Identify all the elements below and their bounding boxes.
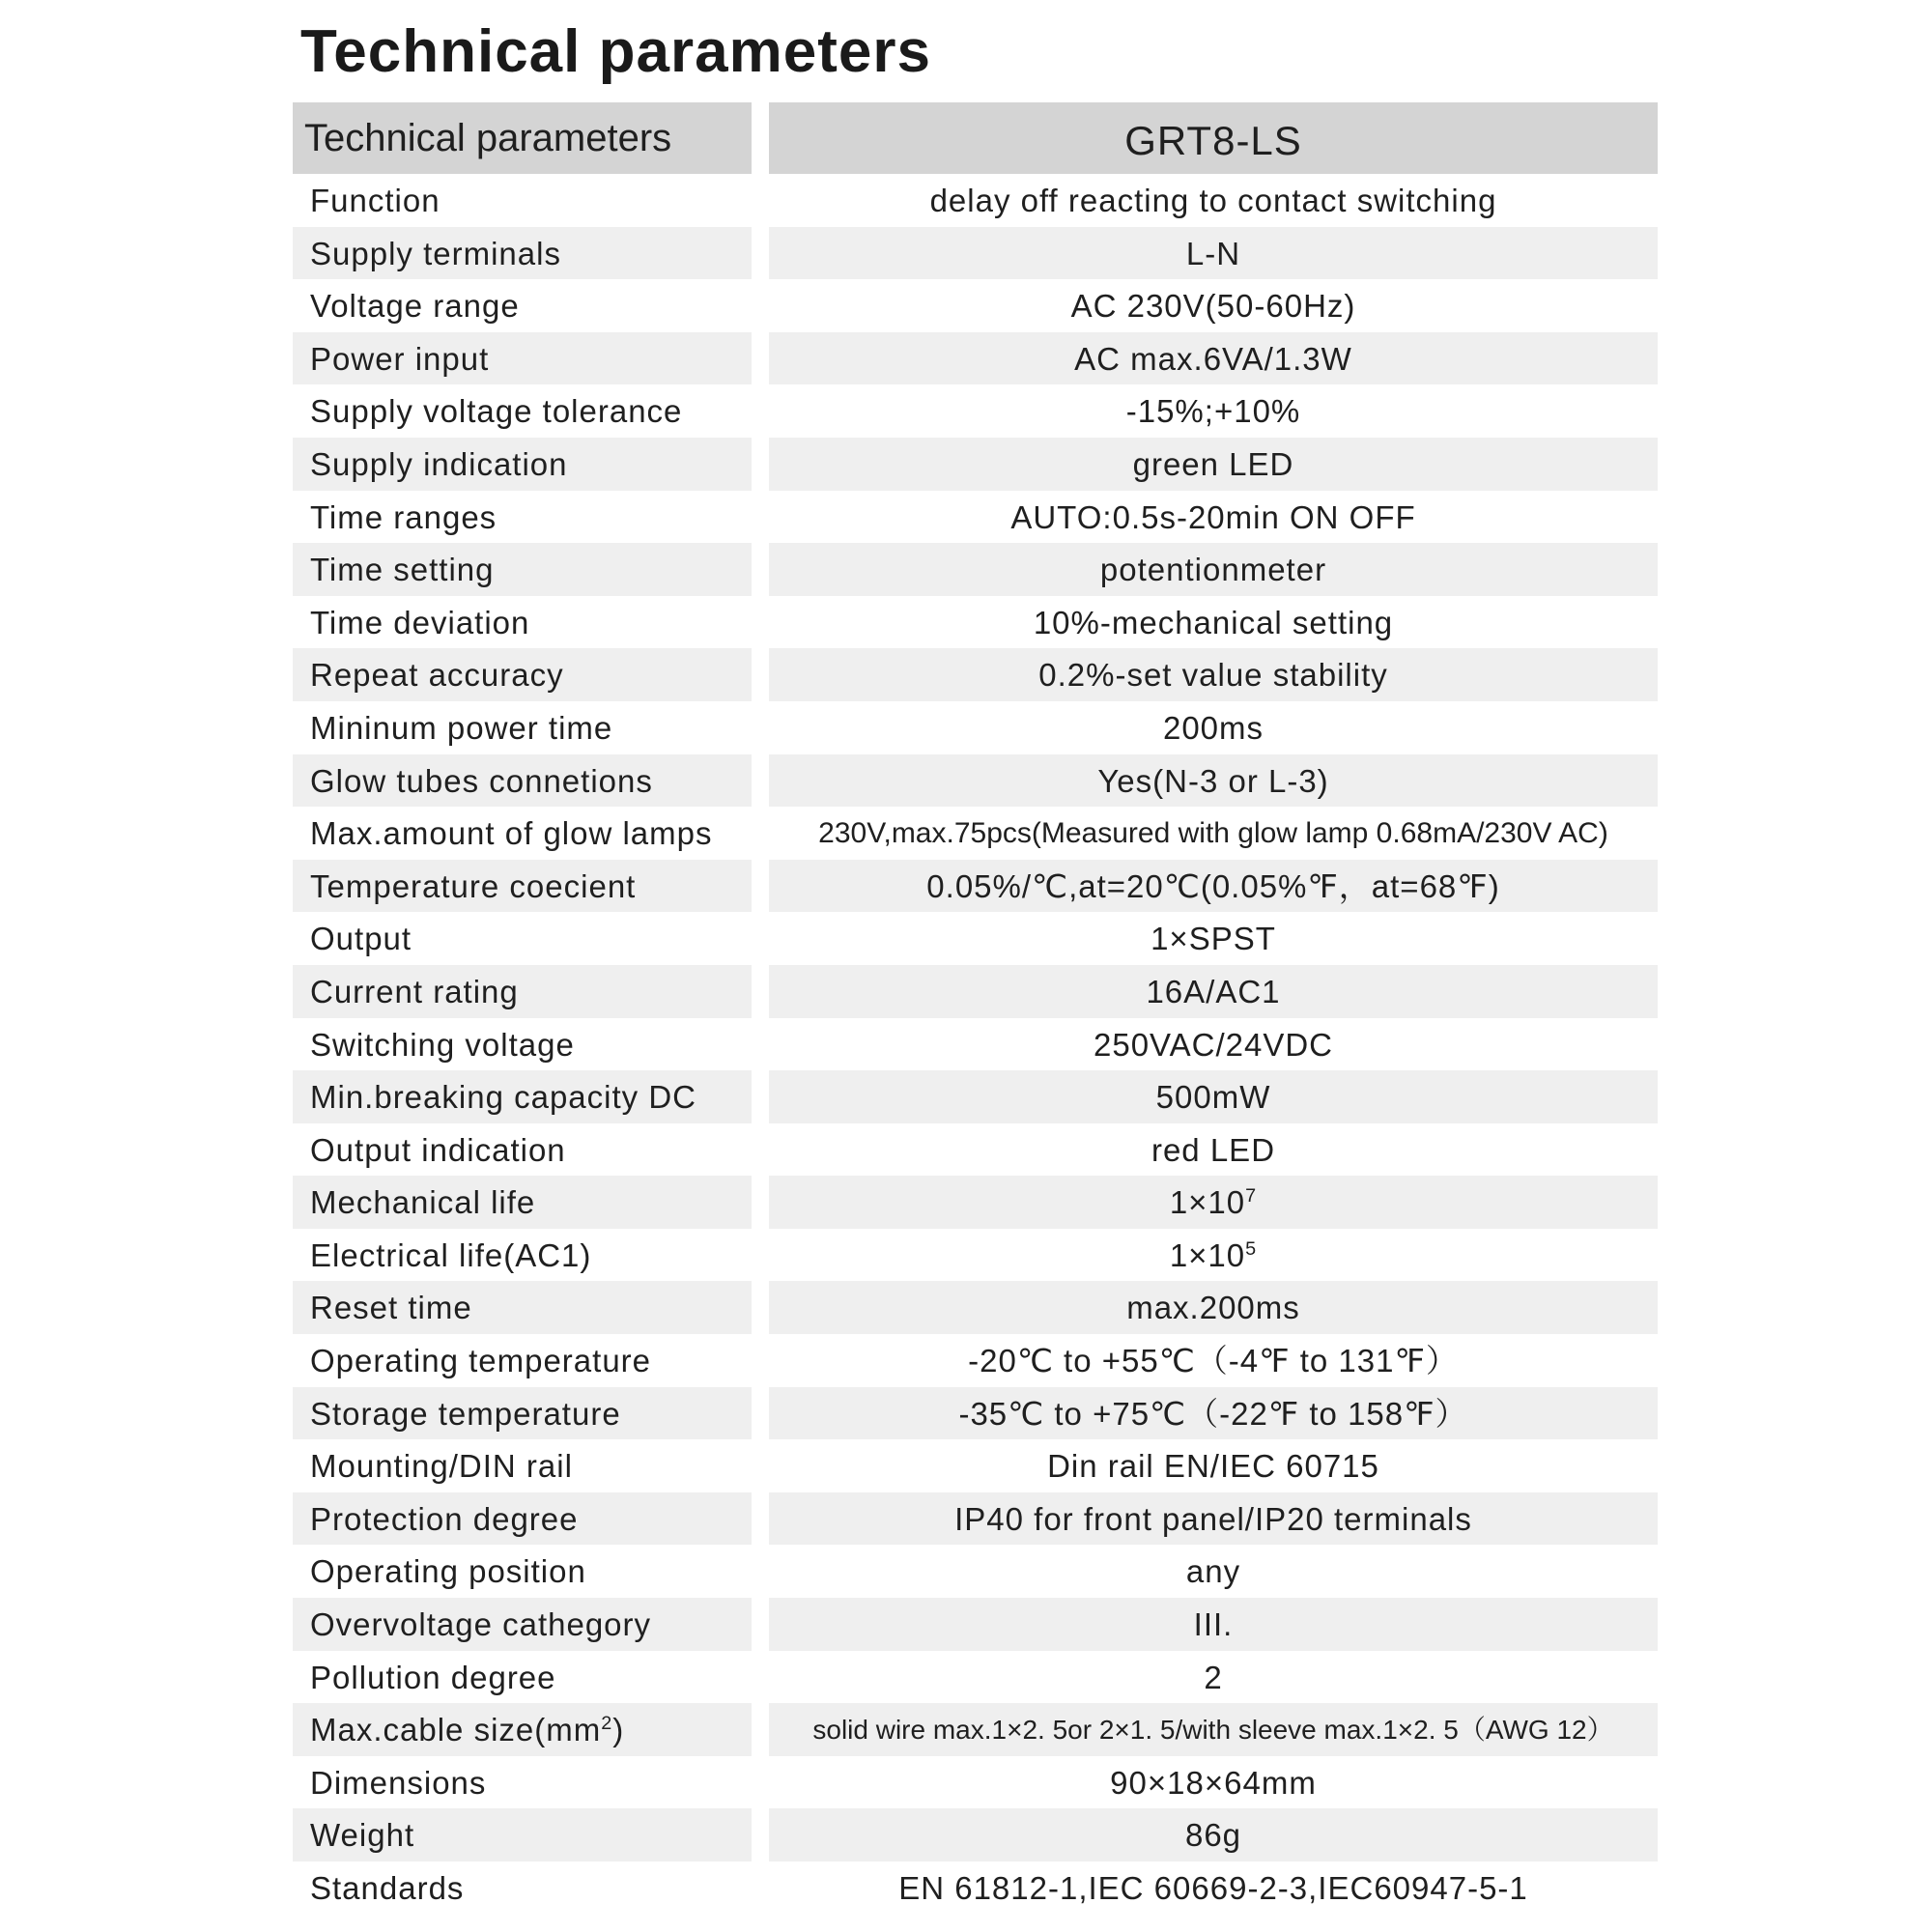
parameter-value: -35℃ to +75℃（-22℉ to 158℉）: [769, 1387, 1658, 1440]
header-parameter-label: Technical parameters: [293, 102, 752, 174]
parameter-value: any: [1185, 1553, 1241, 1590]
table-row: [293, 1281, 1658, 1334]
parameter-label: Output indication: [310, 1131, 566, 1168]
parameter-label: Operating temperature: [310, 1343, 652, 1379]
label-superscript: 2: [601, 1713, 613, 1735]
table-body: [293, 174, 1658, 1915]
parameter-value: Din rail EN/IEC 60715: [1047, 1448, 1379, 1485]
parameter-label: Pollution degree: [310, 1659, 556, 1695]
parameter-value: AC 230V(50-60Hz): [1070, 288, 1356, 325]
parameter-value: green LED: [769, 438, 1658, 491]
parameter-value: 0.05%/℃,at=20℃(0.05%℉，at=68℉): [769, 860, 1658, 913]
parameter-label: Time deviation: [310, 604, 530, 640]
table-row: [293, 1756, 1658, 1809]
table-row: [293, 1861, 1658, 1915]
table-row: [293, 1439, 1658, 1492]
parameter-label: Weight: [293, 1808, 752, 1861]
parameter-label: Time ranges: [310, 498, 497, 535]
parameter-value: 230V,max.75pcs(Measured with glow lamp 0.68mA/230V AC): [818, 817, 1608, 850]
table-row: [293, 384, 1658, 438]
table-row: [293, 1176, 1658, 1229]
table-row: [293, 438, 1658, 491]
table-row: [293, 1703, 1658, 1756]
parameter-label: Max.cable $size(mm^2)$: [293, 1703, 752, 1756]
parameter-label: Supply voltage tolerance: [310, 393, 683, 430]
parameter-label: Supply terminals: [293, 227, 752, 280]
table-row: [293, 1808, 1658, 1861]
table-row: [293, 1123, 1658, 1177]
table-row: [293, 1070, 1658, 1123]
parameter-value: 1×SPST: [1151, 921, 1276, 957]
parameter-value: 0.2%-set value stability: [769, 648, 1658, 701]
value-superscript: 5: [1245, 1237, 1258, 1260]
parameter-value: 2: [1204, 1659, 1223, 1695]
parameter-value: 86g: [769, 1808, 1658, 1861]
parameter-label: Mininum power time: [310, 709, 613, 746]
parameter-label: Dimensions: [310, 1764, 487, 1801]
parameter-label: Reset time: [293, 1281, 752, 1334]
parameter-label: Voltage range: [310, 288, 520, 325]
table-row: [293, 860, 1658, 913]
parameter-value: delay off reacting to contact switching: [929, 183, 1497, 218]
parameter-value: max.200ms: [769, 1281, 1658, 1334]
parameter-label: Function: [310, 183, 440, 218]
parameter-value: -15%;+10%: [1125, 393, 1301, 430]
parameter-label: Standards: [310, 1870, 465, 1906]
table-row: [293, 965, 1658, 1018]
parameter-label: Power input: [293, 332, 752, 385]
parameter-value: $1\times 10^5$: [1169, 1236, 1258, 1273]
parameter-label: Output: [310, 921, 412, 957]
table-row: [293, 596, 1658, 649]
parameter-label: Electrical life(AC1): [310, 1236, 592, 1273]
parameter-label: Storage temperature: [293, 1387, 752, 1440]
value-superscript: 7: [1245, 1185, 1258, 1208]
parameter-value: potentionmeter: [769, 543, 1658, 596]
parameter-value: $1\times 10^7$: [769, 1176, 1658, 1229]
parameter-label: Protection degree: [293, 1492, 752, 1546]
parameter-value: AC max.6VA/1.3W: [769, 332, 1658, 385]
parameter-value: red LED: [1151, 1131, 1276, 1168]
parameter-label: Repeat accuracy: [293, 648, 752, 701]
parameter-value: 90×18×64mm: [1110, 1764, 1317, 1801]
parameter-value: EN 61812-1,IEC 60669-2-3,IEC60947-5-1: [898, 1870, 1528, 1906]
table-row: [293, 174, 1658, 227]
table-row: [293, 1598, 1658, 1651]
table-row: [293, 332, 1658, 385]
parameter-value: 16A/AC1: [769, 965, 1658, 1018]
table-row: [293, 648, 1658, 701]
table-row: [293, 701, 1658, 754]
table-row: [293, 1018, 1658, 1071]
table-row: [293, 754, 1658, 808]
parameter-label: Min.breaking capacity DC: [293, 1070, 752, 1123]
parameter-value: -20℃ to +55℃（-4℉ to 131℉）: [968, 1343, 1459, 1379]
table-row: [293, 1545, 1658, 1598]
table-header: [293, 102, 1658, 174]
table-row: [293, 1334, 1658, 1387]
parameter-label: Supply indication: [293, 438, 752, 491]
parameter-value: solid wire max.1×2. 5or 2×1. 5/with sleeve max.1×2. 5（AWG 12）: [769, 1703, 1658, 1756]
parameter-value: IP40 for front panel/IP20 terminals: [769, 1492, 1658, 1546]
parameter-label: Mechanical life: [293, 1176, 752, 1229]
parameter-label: Mounting/DIN rail: [310, 1448, 573, 1485]
parameter-label: Operating position: [310, 1553, 586, 1590]
page-title: Technical parameters: [300, 18, 931, 85]
parameter-value: 500mW: [769, 1070, 1658, 1123]
parameter-value: 250VAC/24VDC: [1093, 1026, 1333, 1063]
table-row: [293, 279, 1658, 332]
parameter-value: 200ms: [1162, 709, 1264, 746]
header-model-name: GRT8-LS: [769, 102, 1658, 174]
parameter-value: L-N: [769, 227, 1658, 280]
table-row: [293, 227, 1658, 280]
parameter-value: Yes(N-3 or L-3): [769, 754, 1658, 808]
table-row: [293, 1492, 1658, 1546]
table-row: [293, 543, 1658, 596]
parameter-label: Time setting: [293, 543, 752, 596]
parameter-value: 10%-mechanical setting: [1033, 604, 1394, 640]
parameter-label: Max.amount of glow lamps: [310, 815, 713, 852]
table-row: [293, 1387, 1658, 1440]
table-row: [293, 1651, 1658, 1704]
parameter-label: Current rating: [293, 965, 752, 1018]
parameter-label: Temperature coecient: [293, 860, 752, 913]
table-row: [293, 912, 1658, 965]
parameter-label: Overvoltage cathegory: [293, 1598, 752, 1651]
parameter-label: Switching voltage: [310, 1026, 575, 1063]
parameter-value: AUTO:0.5s-20min ON OFF: [1010, 498, 1416, 535]
parameter-label: Glow tubes connetions: [293, 754, 752, 808]
table-row: [293, 807, 1658, 860]
parameter-value: III.: [769, 1598, 1658, 1651]
technical-parameters-table: [293, 102, 1658, 1915]
table-row: [293, 491, 1658, 544]
table-row: [293, 1229, 1658, 1282]
